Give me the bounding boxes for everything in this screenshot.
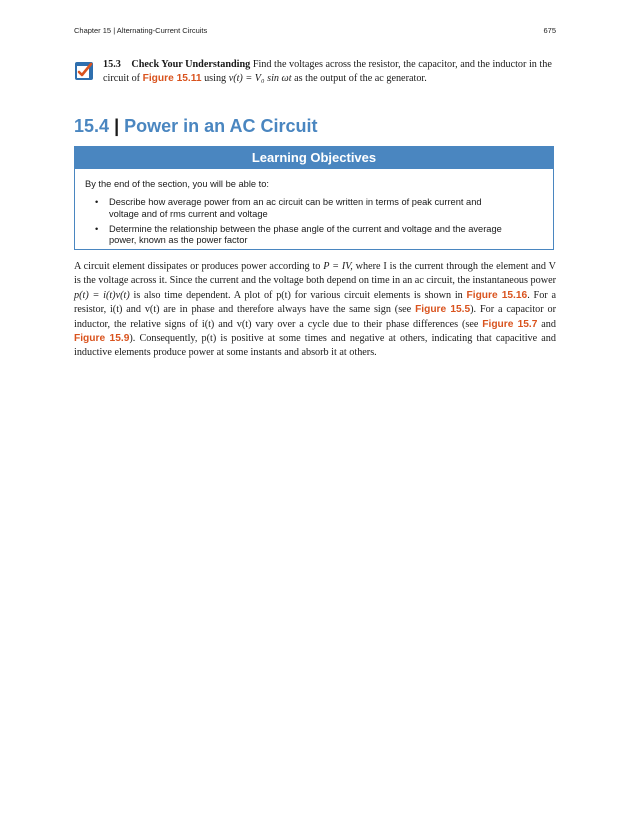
chapter-title: Chapter 15 | Alternating-Current Circuits: [74, 26, 208, 35]
page-number: 675: [543, 26, 556, 35]
learning-objectives-intro: By the end of the section, you will be able to:: [85, 179, 269, 189]
exercise-text: Find the voltages across the resistor, the capacitor, and the inductor in the circuit of: [103, 59, 552, 84]
check-understanding-block: [74, 58, 556, 86]
figure-link[interactable]: Figure 15.7: [482, 318, 538, 330]
equation: v(t) = V₀ sin ωt: [228, 73, 292, 84]
list-item: • Describe how average power from an ac circuit can be written in terms of peak current and voltage and of rms current and voltage: [95, 197, 482, 219]
exercise-heading: Check Your Understanding: [131, 59, 251, 70]
equation: P = IV,: [323, 261, 353, 272]
bullet-icon: •: [95, 197, 99, 207]
figure-link[interactable]: Figure 15.5: [415, 304, 471, 316]
learning-objectives-heading: Learning Objectives: [75, 147, 553, 169]
section-separator: |: [114, 116, 120, 136]
exercise-number: 15.3: [103, 59, 121, 70]
check-understanding-icon: [74, 61, 94, 81]
section-name: Power in an AC Circuit: [124, 116, 318, 136]
section-title: [74, 116, 317, 137]
section-number: 15.4: [74, 116, 110, 136]
exercise-text: as the output of the ac generator.: [291, 73, 427, 84]
learning-objectives-list: [85, 197, 543, 247]
body-paragraph: A circuit element dissipates or produces power according to P = IV, where I is the current through the element and V is the voltage across it. Since the current and the voltage both depend on time in an ac circuit, the instantaneous power p(t) = i(t)v(t) is also time dependent. A plot of p(t) for various circuit elements is shown in Figure 15.16. For a resistor, i(t) and v(t) are in phase and therefore always have the same sign (see Figure 15.5). For a capacitor or inductor, the relative signs of i(t) and v(t) vary over a cycle due to their phase differences (see Figure 15.7 and Figure 15.9). Consequently, p(t) is positive at some times and negative at others, indicating that capacitive and inductive elements produce power at some instants and absorb it at others.: [74, 261, 557, 359]
bullet-icon: •: [95, 223, 99, 234]
page-header: [74, 22, 556, 38]
figure-link[interactable]: Figure 15.11: [142, 73, 202, 84]
equation: p(t) = i(t)v(t): [74, 289, 130, 301]
figure-link[interactable]: Figure 15.16: [466, 289, 528, 301]
learning-objectives-box: [74, 146, 554, 250]
list-item: • Determine the relationship between the phase angle of the current and voltage and the average power, known as the power factor: [95, 223, 502, 246]
exercise-text: using: [201, 73, 229, 84]
figure-link[interactable]: Figure 15.9: [74, 333, 130, 345]
